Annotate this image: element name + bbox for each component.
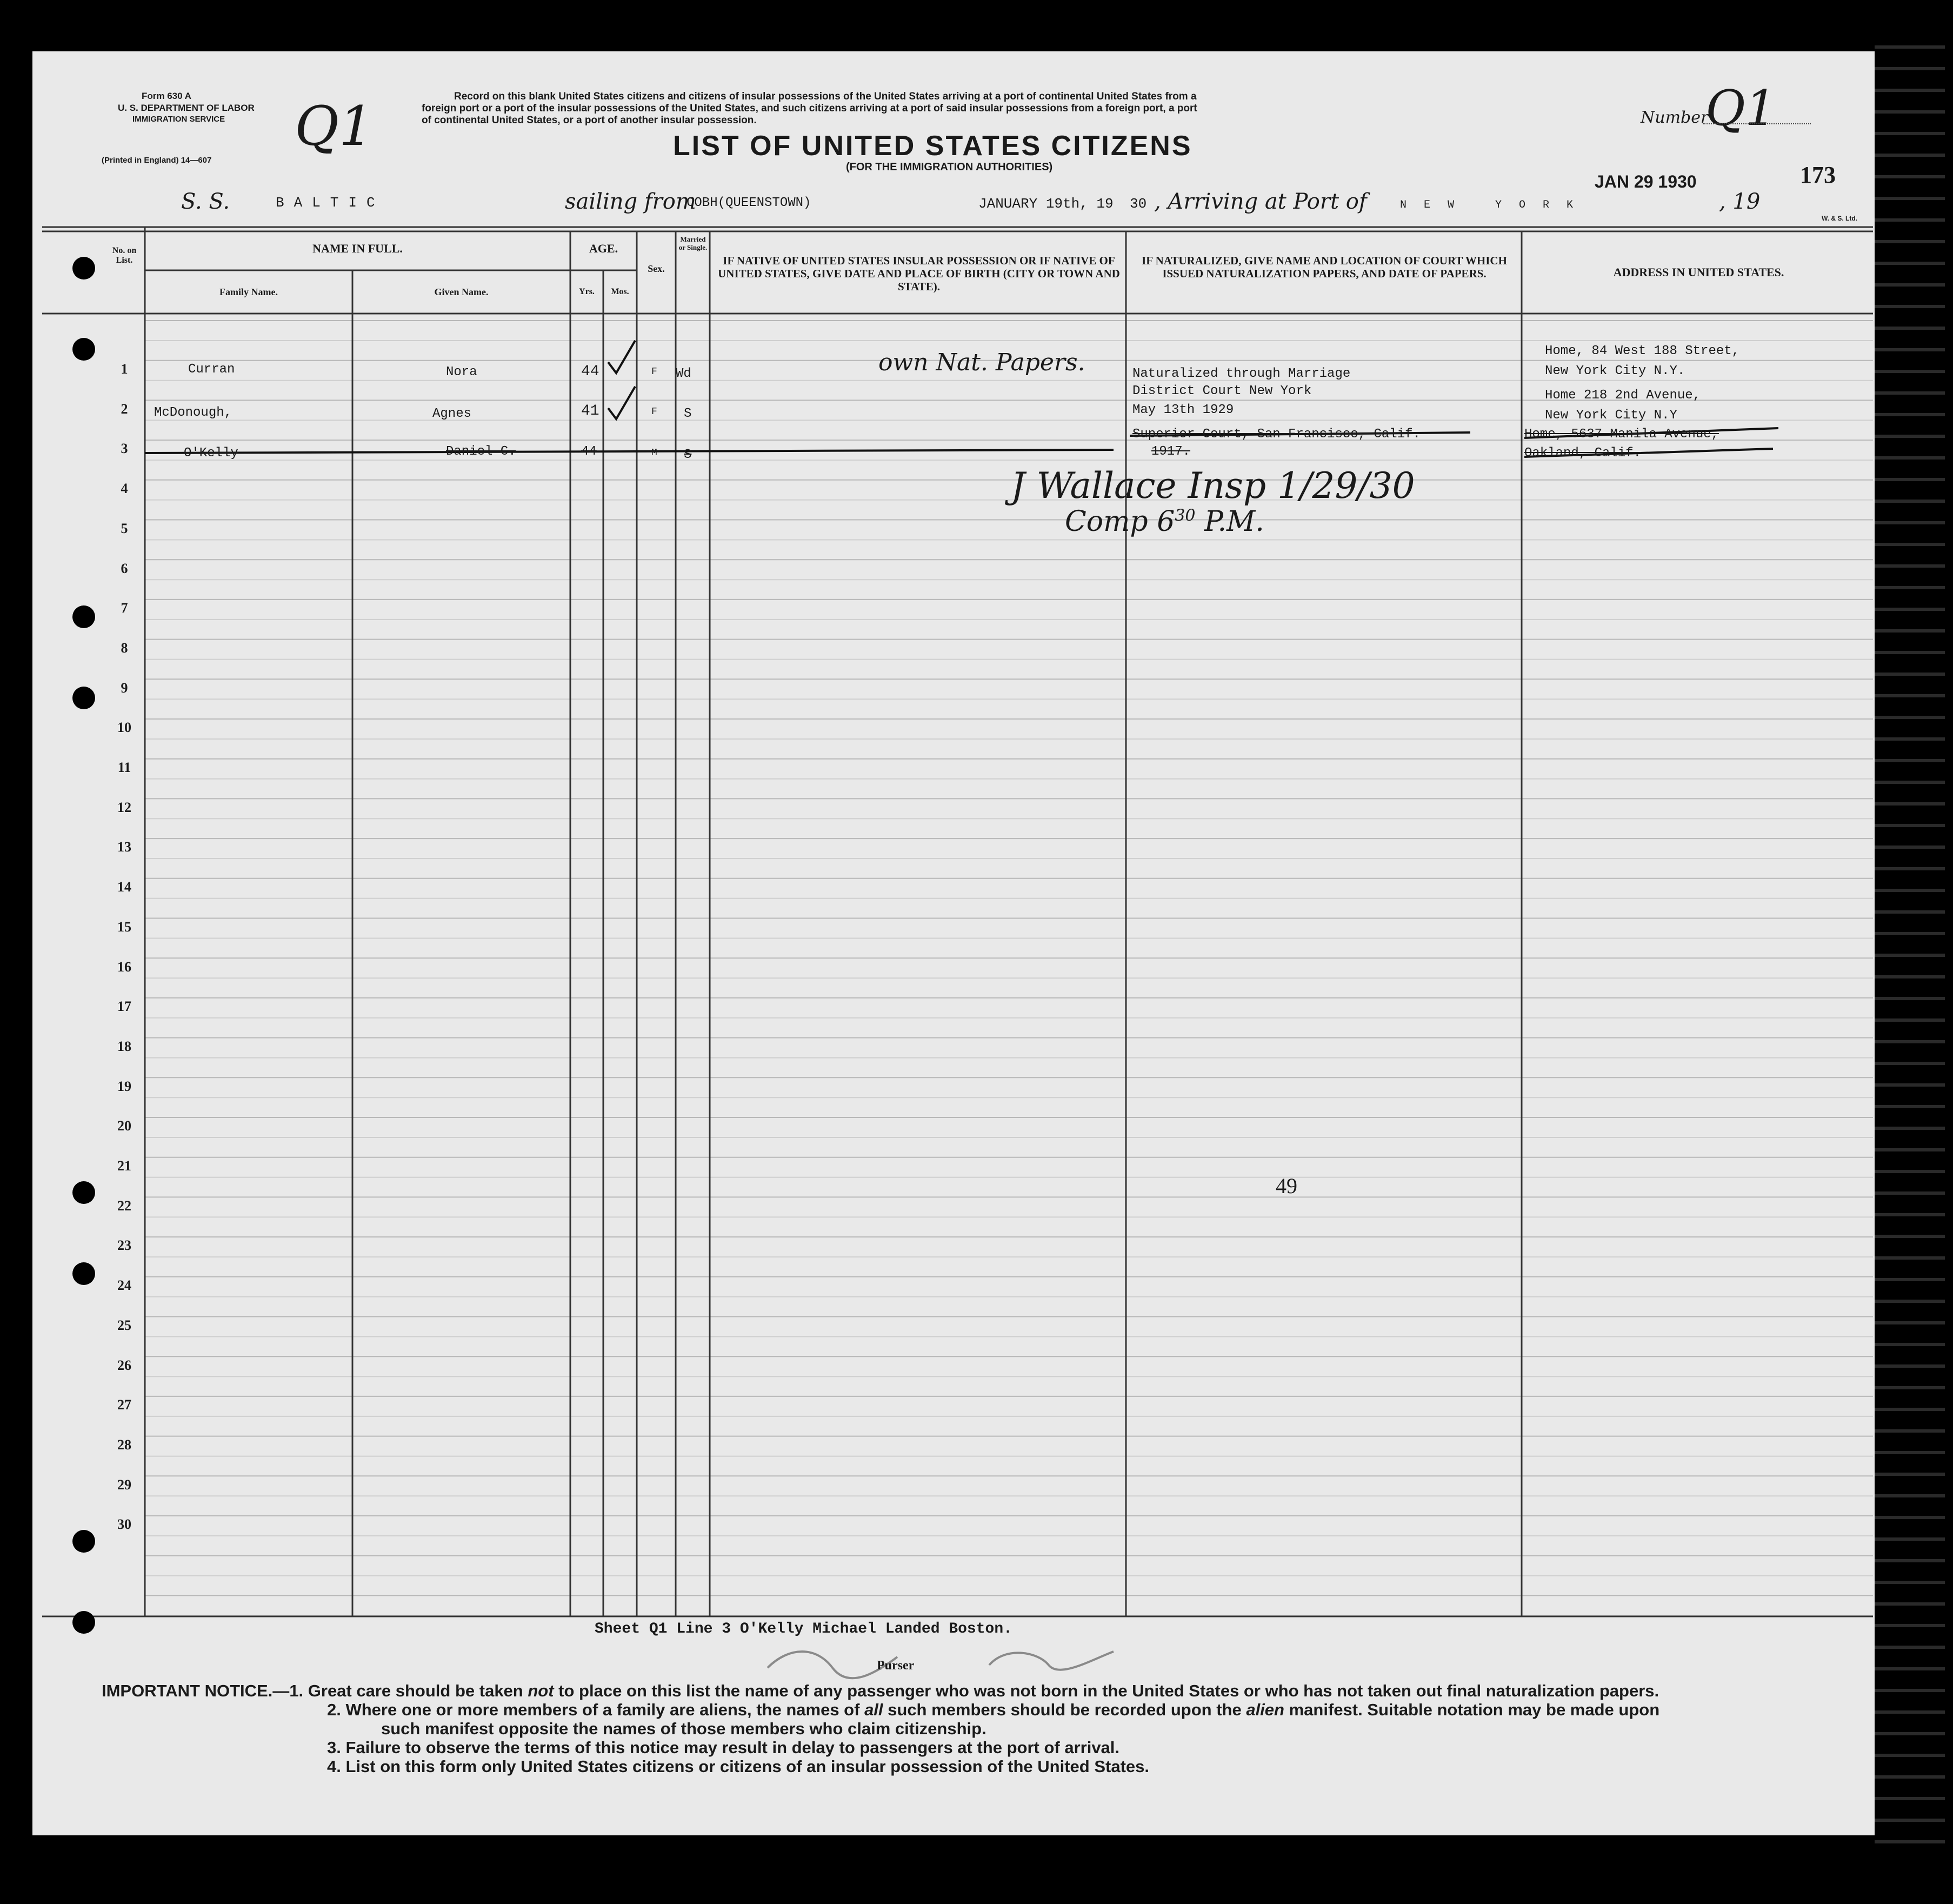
arriving-label: , Arriving at Port of [1154, 189, 1367, 214]
record-instruction-2: foreign port or a port of the insular possessions of the United States, and such citizens arriving at a port of said insular possessions from a foreign port, a port [422, 103, 1197, 114]
row1-family-name: Curran [188, 362, 235, 377]
row2-naturalized-1: District Court New York [1132, 384, 1312, 398]
row2-age: 41 [581, 403, 599, 420]
col-mos: Mos. [611, 287, 629, 296]
row-number: 13 [117, 839, 131, 855]
number-label: Number [1641, 108, 1709, 127]
inspector-completion-pm: P.M. [1204, 505, 1264, 538]
row-number: 30 [117, 1516, 131, 1533]
col-native: IF NATIVE OF UNITED STATES INSULAR POSSESSION OR IF NATIVE OF UNITED STATES, GIVE DATE AND PLACE OF BIRTH (CITY OR TOWN AND STATE). [718, 254, 1120, 293]
col-name-in-full: NAME IN FULL. [312, 242, 403, 255]
handwritten-sheet-id: Q1 [295, 95, 374, 158]
row3-age: 44 [581, 444, 597, 459]
row2-address-1: Home 218 2nd Avenue, [1545, 388, 1701, 403]
row-number: 8 [121, 640, 128, 656]
row3-naturalized-2: 1917. [1151, 444, 1191, 459]
punch-hole [72, 1611, 95, 1634]
notice-1c: to place on this list the name of any passenger who was not born in the United States or who has not taken out final naturalization papers. [554, 1681, 1659, 1700]
purser-label: Purser [877, 1659, 915, 1673]
row1-address-1: Home, 84 West 188 Street, [1545, 344, 1740, 358]
row2-address-2: New York City N.Y [1545, 408, 1677, 423]
row-number: 14 [117, 879, 131, 895]
row-number: 23 [117, 1237, 131, 1254]
row-number: 2 [121, 401, 128, 417]
row1-naturalized: Naturalized through Marriage [1132, 367, 1351, 381]
row-number: 1 [121, 361, 128, 377]
col-address: ADDRESS IN UNITED STATES. [1613, 265, 1784, 279]
notice-2c: such members should be recorded upon the [883, 1700, 1247, 1719]
row-number: 18 [117, 1038, 131, 1054]
page-number: 173 [1800, 162, 1836, 188]
purser-signature [757, 1635, 1135, 1684]
notice-1b: not [528, 1681, 554, 1700]
page-subtitle: (FOR THE IMMIGRATION AUTHORITIES) [846, 161, 1053, 173]
number-value: Q1 [1705, 80, 1777, 137]
stamp-number: 49 [1276, 1174, 1297, 1198]
row-number: 26 [117, 1357, 131, 1373]
notice-2 [327, 1700, 1659, 1720]
row-number: 29 [117, 1476, 131, 1493]
row-number: 20 [117, 1118, 131, 1134]
row3-sex: M [651, 448, 657, 458]
row-number: 9 [121, 680, 128, 696]
col-age: AGE. [589, 242, 618, 255]
form-number: Form 630 A [142, 91, 191, 101]
punch-hole [72, 687, 95, 709]
punch-hole [72, 1262, 95, 1285]
sailing-year: 30 [1130, 196, 1147, 212]
row1-status: Wd [676, 367, 691, 381]
notice-2d: alien [1246, 1700, 1284, 1719]
ss-label: S. S. [181, 189, 230, 214]
col-sex: Sex. [648, 263, 665, 274]
page-title: LIST OF UNITED STATES CITIZENS [673, 130, 1192, 162]
row2-naturalized-2: May 13th 1929 [1132, 403, 1234, 417]
row-number: 12 [117, 799, 131, 815]
row1-native-note: own Nat. Papers. [878, 349, 1085, 376]
service: IMMIGRATION SERVICE [132, 115, 225, 124]
col-yrs: Yrs. [579, 287, 595, 296]
punch-hole [72, 1530, 95, 1553]
row2-given-name: Agnes [432, 407, 472, 421]
sailing-port: COBH(QUEENSTOWN) [686, 196, 811, 210]
row1-given-name: Nora [446, 365, 477, 380]
printed-in: (Printed in England) 14—607 [102, 156, 212, 165]
row1-address-2: New York City N.Y. [1545, 364, 1685, 378]
sailing-label: sailing from [565, 189, 696, 214]
record-instruction-1: Record on this blank United States citizens and citizens of insular possessions of the United States arriving at a port of continental United States from a [454, 91, 1197, 102]
row3-given-name: Daniel C. [446, 444, 516, 459]
col-married-or-single: Married or Single. [678, 235, 708, 251]
row-number: 27 [117, 1397, 131, 1413]
punch-hole [72, 605, 95, 628]
row-number: 4 [121, 481, 128, 497]
notice-4: 4. List on this form only United States citizens or citizens of an insular possession of the United States. [327, 1757, 1149, 1776]
row-number: 25 [117, 1317, 131, 1333]
inspector-completion [1065, 505, 1264, 538]
row2-sex: F [651, 407, 657, 417]
number-rule [1703, 123, 1811, 124]
sheet-note: Sheet Q1 Line 3 O'Kelly Michael Landed Boston. [595, 1621, 1012, 1637]
inspector-completion-sup: 30 [1175, 506, 1196, 525]
col-no-on-list: No. on List. [112, 246, 137, 265]
row-number: 21 [117, 1158, 131, 1174]
check-mark-icon [608, 341, 635, 373]
arriving-port: NEW YORK [1400, 199, 1591, 211]
row-number: 6 [121, 560, 128, 576]
inspector-signature: J Wallace Insp 1/29/30 [1011, 465, 1415, 507]
row-number: 22 [117, 1197, 131, 1214]
row-number: 16 [117, 958, 131, 975]
row-number: 24 [117, 1277, 131, 1294]
printer-mark: W. & S. Ltd. [1822, 215, 1857, 222]
row1-age: 44 [581, 363, 599, 380]
row-number: 28 [117, 1436, 131, 1453]
row3-naturalized-1: Superior Court, San Francisco, Calif. [1132, 427, 1421, 442]
date-stamp: JAN 29 1930 [1595, 172, 1697, 191]
notice-2b: all [864, 1700, 883, 1719]
row-number: 11 [117, 760, 131, 775]
notice-2e: manifest. Suitable notation may be made upon [1284, 1700, 1660, 1719]
row3-family-name: O'Kelly [184, 446, 238, 461]
row-number: 7 [121, 600, 128, 616]
inspector-completion-text: Comp 6 [1065, 505, 1175, 538]
row3-status: S [684, 448, 692, 462]
department: U. S. DEPARTMENT OF LABOR [118, 103, 255, 113]
col-given-name: Given Name. [434, 287, 489, 297]
row3-address-1: Home, 5637 Manila Avenue, [1524, 427, 1719, 442]
row-number: 19 [117, 1078, 131, 1094]
notice-title [102, 1681, 1659, 1701]
row2-status: S [684, 407, 692, 421]
row-number: 17 [117, 998, 131, 1015]
notice-title-text: IMPORTANT NOTICE. [102, 1681, 273, 1700]
row1-sex: F [651, 367, 657, 377]
notice-2a: 2. Where one or more members of a family are aliens, the names of [327, 1700, 865, 1719]
record-instruction-3: of continental United States, or a port of another insular possession. [422, 115, 757, 126]
notice-2-cont: such manifest opposite the names of those members who claim citizenship. [381, 1719, 987, 1738]
ship-name: BALTIC [276, 195, 385, 211]
punch-hole [72, 338, 95, 361]
row-number: 10 [117, 720, 131, 736]
punch-hole [72, 257, 95, 279]
check-mark-icon [608, 387, 635, 419]
punch-hole [72, 1181, 95, 1204]
row2-family-name: McDonough, [154, 405, 232, 420]
sailing-date: JANUARY 19th, 19 [978, 196, 1114, 212]
row-number: 5 [121, 520, 128, 536]
notice-1a: —1. Great care should be taken [272, 1681, 528, 1700]
row-number: 3 [121, 441, 128, 457]
col-family-name: Family Name. [219, 287, 278, 297]
col-naturalized: IF NATURALIZED, GIVE NAME AND LOCATION OF COURT WHICH ISSUED NATURALIZATION PAPERS, AND DATE OF PAPERS. [1142, 254, 1507, 280]
notice-3: 3. Failure to observe the terms of this notice may result in delay to passengers at the port of arrival. [327, 1738, 1120, 1757]
row-number: 15 [117, 918, 131, 935]
year-suffix: , 19 [1719, 189, 1761, 214]
row3-address-2: Oakland, Calif. [1524, 446, 1642, 461]
